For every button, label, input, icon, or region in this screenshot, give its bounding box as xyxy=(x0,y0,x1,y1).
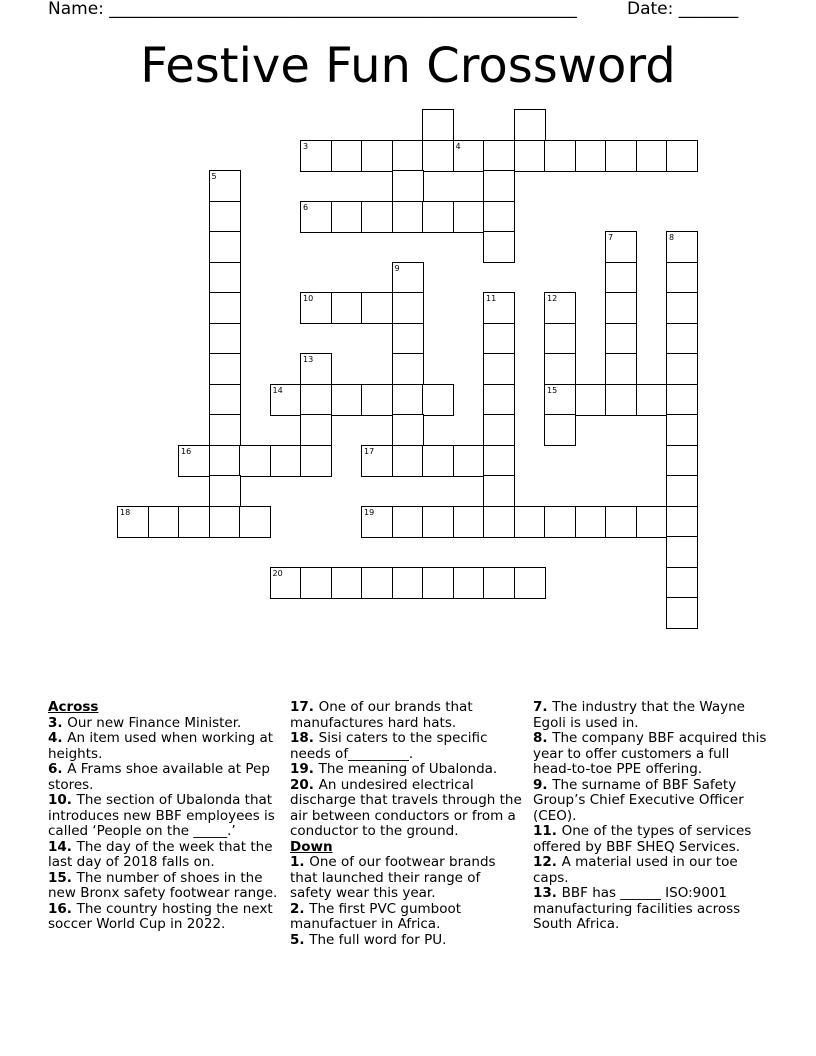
across-clue-list xyxy=(48,716,284,933)
clue-item-text: The first PVC gumboot manufactuer in Africa. xyxy=(290,900,462,932)
name-field[interactable]: Name: _______________________________________________________ xyxy=(48,0,577,19)
crossword-cell[interactable] xyxy=(331,292,363,324)
crossword-cell[interactable] xyxy=(331,201,363,233)
clue-item-text: The section of Ubalonda that introduces new BBF employees is called ‘People on the _____.’ xyxy=(48,792,275,839)
across-heading: Across xyxy=(48,699,99,715)
down-heading: Down xyxy=(290,838,333,855)
crossword-cell[interactable] xyxy=(209,384,241,416)
crossword-cell[interactable] xyxy=(666,567,698,599)
clue-item-text: The number of shoes in the new Bronx safety footwear range. xyxy=(48,869,278,901)
crossword-cell[interactable] xyxy=(361,445,393,477)
crossword-cell[interactable] xyxy=(514,506,546,538)
clue-item-text: The industry that the Wayne Egoli is used in. xyxy=(533,699,745,731)
clue-number: 13 xyxy=(303,355,314,364)
clue-item-text: A Frams shoe available at Pep stores. xyxy=(48,761,270,793)
crossword-cell[interactable] xyxy=(422,109,454,141)
crossword-cell[interactable] xyxy=(361,201,393,233)
crossword-cell[interactable] xyxy=(392,567,424,599)
crossword-cell[interactable] xyxy=(392,201,424,233)
clue-item xyxy=(533,700,769,731)
crossword-cell[interactable] xyxy=(392,292,424,324)
crossword-cell[interactable] xyxy=(300,140,332,172)
crossword-cell[interactable] xyxy=(544,384,576,416)
crossword-cell[interactable] xyxy=(483,170,515,202)
crossword-cell[interactable] xyxy=(453,445,485,477)
crossword-cell[interactable] xyxy=(392,384,424,416)
clue-item-text: A material used in our toe caps. xyxy=(533,854,738,886)
crossword-cell[interactable] xyxy=(605,262,637,294)
crossword-cell[interactable] xyxy=(300,414,332,446)
clue-number: 20 xyxy=(272,568,283,578)
clue-number: 6 xyxy=(303,202,309,212)
crossword-cell[interactable] xyxy=(544,506,576,538)
clue-number: 9 xyxy=(394,263,400,273)
crossword-cell[interactable] xyxy=(483,567,515,599)
clue-item xyxy=(533,731,769,778)
crossword-cell[interactable] xyxy=(392,414,424,446)
down-clue-list-cont xyxy=(533,700,769,933)
crossword-cell[interactable] xyxy=(331,140,363,172)
crossword-cell[interactable] xyxy=(361,140,393,172)
crossword-cell[interactable] xyxy=(270,567,302,599)
crossword-cell[interactable] xyxy=(270,384,302,416)
crossword-cell[interactable] xyxy=(392,323,424,355)
clue-item-number: 18. xyxy=(290,730,319,746)
clue-item-number: 5. xyxy=(290,931,310,948)
crossword-cell[interactable] xyxy=(483,140,515,172)
crossword-cell[interactable] xyxy=(361,292,393,324)
clue-item-number: 12. xyxy=(533,854,562,870)
crossword-cell[interactable] xyxy=(209,170,241,202)
clue-item-text: One of our footwear brands that launched their range of safety wear this year. xyxy=(290,854,496,901)
crossword-cell[interactable] xyxy=(209,262,241,294)
clue-item-number: 8. xyxy=(533,730,553,746)
crossword-cell[interactable] xyxy=(209,414,241,446)
clue-item-text: Sisi caters to the specific needs of_________. xyxy=(290,730,488,762)
crossword-cell[interactable] xyxy=(514,567,546,599)
crossword-cell[interactable] xyxy=(605,384,637,416)
crossword-cell[interactable] xyxy=(209,292,241,324)
clue-item-text: The full word for PU. xyxy=(309,931,447,948)
clue-item-number: 20. xyxy=(290,776,319,793)
clue-number: 11 xyxy=(486,294,497,303)
crossword-cell[interactable] xyxy=(666,384,698,416)
clue-item-number: 11. xyxy=(533,823,562,839)
crossword-cell[interactable] xyxy=(422,140,454,172)
crossword-cell[interactable] xyxy=(666,536,698,568)
crossword-cell[interactable] xyxy=(483,201,515,233)
clue-item-number: 6. xyxy=(48,761,68,777)
clue-number: 18 xyxy=(120,507,131,517)
crossword-cell[interactable] xyxy=(300,567,332,599)
clue-item xyxy=(48,716,284,732)
clue-item-text: The day of the week that the last day of 2018 falls on. xyxy=(48,838,273,870)
clue-item-text: An item used when working at heights. xyxy=(48,730,274,762)
clue-item xyxy=(290,700,526,731)
crossword-cell[interactable] xyxy=(483,384,515,416)
clue-item-number: 4. xyxy=(48,730,68,746)
crossword-cell[interactable] xyxy=(300,445,332,477)
clue-number: 10 xyxy=(303,294,314,303)
crossword-cell[interactable] xyxy=(209,445,241,477)
clue-item-number: 16. xyxy=(48,900,77,917)
crossword-cell[interactable] xyxy=(605,231,637,263)
clue-item xyxy=(290,933,526,949)
clue-item-number: 7. xyxy=(533,699,553,715)
clue-item xyxy=(48,793,284,840)
clue-item xyxy=(290,855,526,902)
clue-item-number: 17. xyxy=(290,699,319,715)
crossword-cell[interactable] xyxy=(666,323,698,355)
date-field[interactable]: Date: _______ xyxy=(627,0,739,19)
crossword-cell[interactable] xyxy=(453,567,485,599)
crossword-cell[interactable] xyxy=(575,506,607,538)
crossword-cell[interactable] xyxy=(666,445,698,477)
clue-number: 7 xyxy=(608,233,614,242)
crossword-cell[interactable] xyxy=(636,506,668,538)
crossword-cell[interactable] xyxy=(544,414,576,446)
crossword-cell[interactable] xyxy=(300,292,332,324)
clue-item-text: The country hosting the next soccer World Cup in 2022. xyxy=(48,900,273,932)
clue-number: 14 xyxy=(272,385,283,395)
crossword-cell[interactable] xyxy=(331,567,363,599)
clue-item-text: The meaning of Ubalonda. xyxy=(318,761,498,777)
crossword-cell[interactable] xyxy=(605,140,637,172)
clue-item xyxy=(290,778,526,840)
crossword-cell[interactable] xyxy=(392,262,424,294)
crossword-cell[interactable] xyxy=(453,201,485,233)
clue-item-number: 1. xyxy=(290,854,310,870)
crossword-cell[interactable] xyxy=(392,353,424,385)
clue-number: 8 xyxy=(669,233,675,242)
clue-item-text: The surname of BBF Safety Group’s Chief Executive Officer (CEO). xyxy=(533,776,744,824)
clue-number: 3 xyxy=(303,141,309,151)
clue-item xyxy=(290,902,526,933)
down-clue-list xyxy=(290,855,526,948)
clue-item xyxy=(48,902,284,933)
crossword-cell[interactable] xyxy=(361,384,393,416)
clue-item xyxy=(533,824,769,855)
crossword-cell[interactable] xyxy=(148,506,180,538)
crossword-cell[interactable] xyxy=(392,445,424,477)
crossword-cell[interactable] xyxy=(483,475,515,507)
clue-item-text: Our new Finance Minister. xyxy=(67,714,242,731)
crossword-cell[interactable] xyxy=(209,475,241,507)
crossword-cell[interactable] xyxy=(453,140,485,172)
clue-column-1 xyxy=(48,700,284,933)
crossword-cell[interactable] xyxy=(483,445,515,477)
crossword-cell[interactable] xyxy=(209,201,241,233)
clue-item xyxy=(48,731,284,762)
crossword-cell[interactable] xyxy=(392,170,424,202)
crossword-cell[interactable] xyxy=(575,384,607,416)
crossword-cell[interactable] xyxy=(422,384,454,416)
crossword-cell[interactable] xyxy=(483,231,515,263)
crossword-cell[interactable] xyxy=(422,506,454,538)
crossword-cell[interactable] xyxy=(544,353,576,385)
crossword-cell[interactable] xyxy=(636,140,668,172)
clue-number: 15 xyxy=(547,385,558,395)
crossword-cell[interactable] xyxy=(666,140,698,172)
crossword-cell[interactable] xyxy=(422,567,454,599)
clue-item-text: One of our brands that manufactures hard hats. xyxy=(290,699,473,731)
crossword-cell[interactable] xyxy=(514,109,546,141)
crossword-cell[interactable] xyxy=(575,140,607,172)
crossword-cell[interactable] xyxy=(331,384,363,416)
clue-column-3 xyxy=(533,700,769,933)
crossword-cell[interactable] xyxy=(209,231,241,263)
crossword-cell[interactable] xyxy=(605,323,637,355)
clue-item xyxy=(48,871,284,902)
crossword-cell[interactable] xyxy=(239,445,271,477)
crossword-cell[interactable] xyxy=(636,384,668,416)
clue-item xyxy=(290,762,526,778)
crossword-cell[interactable] xyxy=(514,140,546,172)
across-clue-list-cont xyxy=(290,700,526,840)
crossword-cell[interactable] xyxy=(178,506,210,538)
crossword-cell[interactable] xyxy=(209,353,241,385)
crossword-cell[interactable] xyxy=(422,445,454,477)
clue-item-number: 15. xyxy=(48,869,77,886)
clue-number: 19 xyxy=(364,507,375,517)
clue-item-text: An undesired electrical discharge that travels through the air between conductors or from a conductor to the ground. xyxy=(290,776,522,839)
crossword-cell[interactable] xyxy=(666,262,698,294)
crossword-cell[interactable] xyxy=(361,567,393,599)
crossword-cell[interactable] xyxy=(209,506,241,538)
crossword-cell[interactable] xyxy=(270,445,302,477)
clue-item xyxy=(533,778,769,825)
crossword-cell[interactable] xyxy=(666,506,698,538)
clue-item-number: 3. xyxy=(48,714,68,731)
crossword-cell[interactable] xyxy=(178,445,210,477)
clue-item xyxy=(48,762,284,793)
clue-item xyxy=(48,840,284,871)
clue-number: 12 xyxy=(547,294,558,303)
crossword-cell[interactable] xyxy=(483,353,515,385)
clue-item-number: 13. xyxy=(533,885,562,901)
crossword-cell[interactable] xyxy=(483,414,515,446)
clue-item xyxy=(533,886,769,933)
crossword-cell[interactable] xyxy=(361,506,393,538)
page-title: Festive Fun Crossword xyxy=(140,38,676,94)
clue-column-2 xyxy=(290,700,526,948)
crossword-cell[interactable] xyxy=(300,353,332,385)
clue-item-number: 2. xyxy=(290,900,310,917)
crossword-cell[interactable] xyxy=(209,323,241,355)
crossword-cell[interactable] xyxy=(239,506,271,538)
crossword-cell[interactable] xyxy=(300,201,332,233)
crossword-cell[interactable] xyxy=(666,414,698,446)
crossword-cell[interactable] xyxy=(483,506,515,538)
clue-number: 17 xyxy=(364,446,375,456)
clue-item-number: 14. xyxy=(48,838,77,855)
crossword-cell[interactable] xyxy=(483,323,515,355)
crossword-cell[interactable] xyxy=(666,353,698,385)
crossword-cell[interactable] xyxy=(453,506,485,538)
crossword-cell[interactable] xyxy=(544,140,576,172)
crossword-cell[interactable] xyxy=(544,292,576,324)
crossword-cell[interactable] xyxy=(666,597,698,629)
clue-item-number: 10. xyxy=(48,792,77,808)
crossword-cell[interactable] xyxy=(605,292,637,324)
clue-item-text: BBF has ______ ISO:9001 manufacturing facilities across South Africa. xyxy=(533,885,741,932)
crossword-cell[interactable] xyxy=(666,475,698,507)
clue-number: 16 xyxy=(181,446,192,456)
clue-number: 5 xyxy=(211,172,217,181)
clue-item-text: The company BBF acquired this year to offer customers a full head-to-toe PPE offering. xyxy=(533,730,767,777)
clue-item xyxy=(533,855,769,886)
clue-item-text: One of the types of services offered by BBF SHEQ Services. xyxy=(533,823,752,855)
crossword-cell[interactable] xyxy=(544,323,576,355)
crossword-cell[interactable] xyxy=(666,231,698,263)
crossword-cell[interactable] xyxy=(666,292,698,324)
crossword-cell[interactable] xyxy=(392,506,424,538)
crossword-cell[interactable] xyxy=(605,506,637,538)
clue-number: 4 xyxy=(455,141,461,151)
crossword-cell[interactable] xyxy=(422,201,454,233)
clue-item-number: 19. xyxy=(290,761,319,777)
crossword-cell[interactable] xyxy=(605,353,637,385)
clue-item xyxy=(290,731,526,762)
crossword-cell[interactable] xyxy=(392,140,424,172)
crossword-cell[interactable] xyxy=(117,506,149,538)
crossword-cell[interactable] xyxy=(300,384,332,416)
crossword-cell[interactable] xyxy=(483,292,515,324)
clue-item-number: 9. xyxy=(533,776,553,793)
